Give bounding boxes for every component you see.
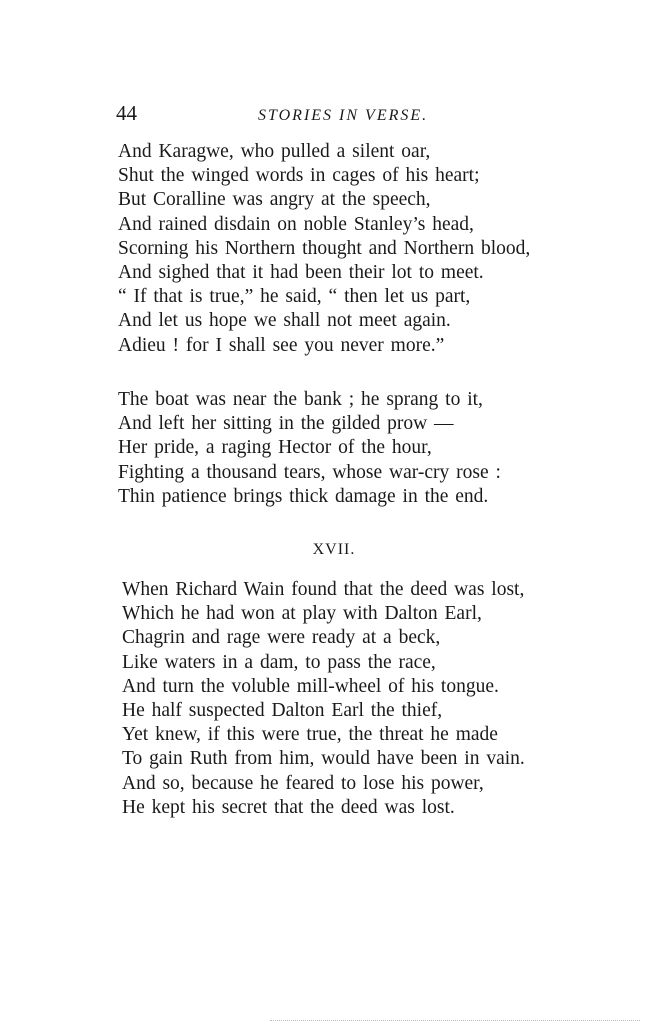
- verse-line: Fighting a thousand tears, whose war-cry rose :: [118, 461, 501, 483]
- verse-line: Like waters in a dam, to pass the race,: [122, 651, 436, 673]
- section-heading: XVII.: [312, 541, 356, 558]
- verse-line: Thin patience brings thick damage in the end.: [118, 485, 489, 507]
- verse-line: And turn the voluble mill-wheel of his tongue.: [122, 675, 499, 697]
- stanza-3: [122, 578, 525, 820]
- verse-line: Adieu ! for I shall see you never more.”: [118, 334, 445, 356]
- page-number: 44: [116, 101, 137, 125]
- verse-line: And let us hope we shall not meet again.: [118, 310, 451, 332]
- verse-line: The boat was near the bank ; he sprang to it,: [118, 389, 483, 410]
- verse-line: Yet knew, if this were true, the threat he made: [122, 724, 498, 746]
- verse-line: He half suspected Dalton Earl the thief,: [122, 699, 443, 721]
- verse-line: Chagrin and rage were ready at a beck,: [122, 627, 441, 649]
- verse-line: “ If that is true,” he said, “ then let us part,: [118, 286, 471, 308]
- verse-line: And left her sitting in the gilded prow —: [118, 413, 454, 435]
- scan-artifact-divider: [270, 1020, 640, 1024]
- verse-line: Which he had won at play with Dalton Earl,: [122, 603, 482, 625]
- verse-line: When Richard Wain found that the deed was lost,: [122, 579, 525, 600]
- running-title: STORIES IN VERSE.: [258, 107, 429, 124]
- verse-line: And sighed that it had been their lot to meet.: [118, 261, 484, 283]
- verse-line: And rained disdain on noble Stanley’s head,: [118, 213, 474, 235]
- stanza-1: [118, 140, 530, 358]
- verse-line: Scorning his Northern thought and Northern blood,: [118, 237, 531, 259]
- verse-line: And Karagwe, who pulled a silent oar,: [118, 141, 431, 162]
- verse-line: To gain Ruth from him, would have been in vain.: [122, 748, 525, 770]
- verse-line: He kept his secret that the deed was lost.: [122, 796, 455, 818]
- verse-line: But Coralline was angry at the speech,: [118, 189, 431, 211]
- verse-line: And so, because he feared to lose his power,: [122, 772, 484, 794]
- verse-line: Shut the winged words in cages of his heart;: [118, 165, 480, 187]
- verse-line: Her pride, a raging Hector of the hour,: [118, 437, 432, 459]
- stanza-2: [118, 388, 501, 509]
